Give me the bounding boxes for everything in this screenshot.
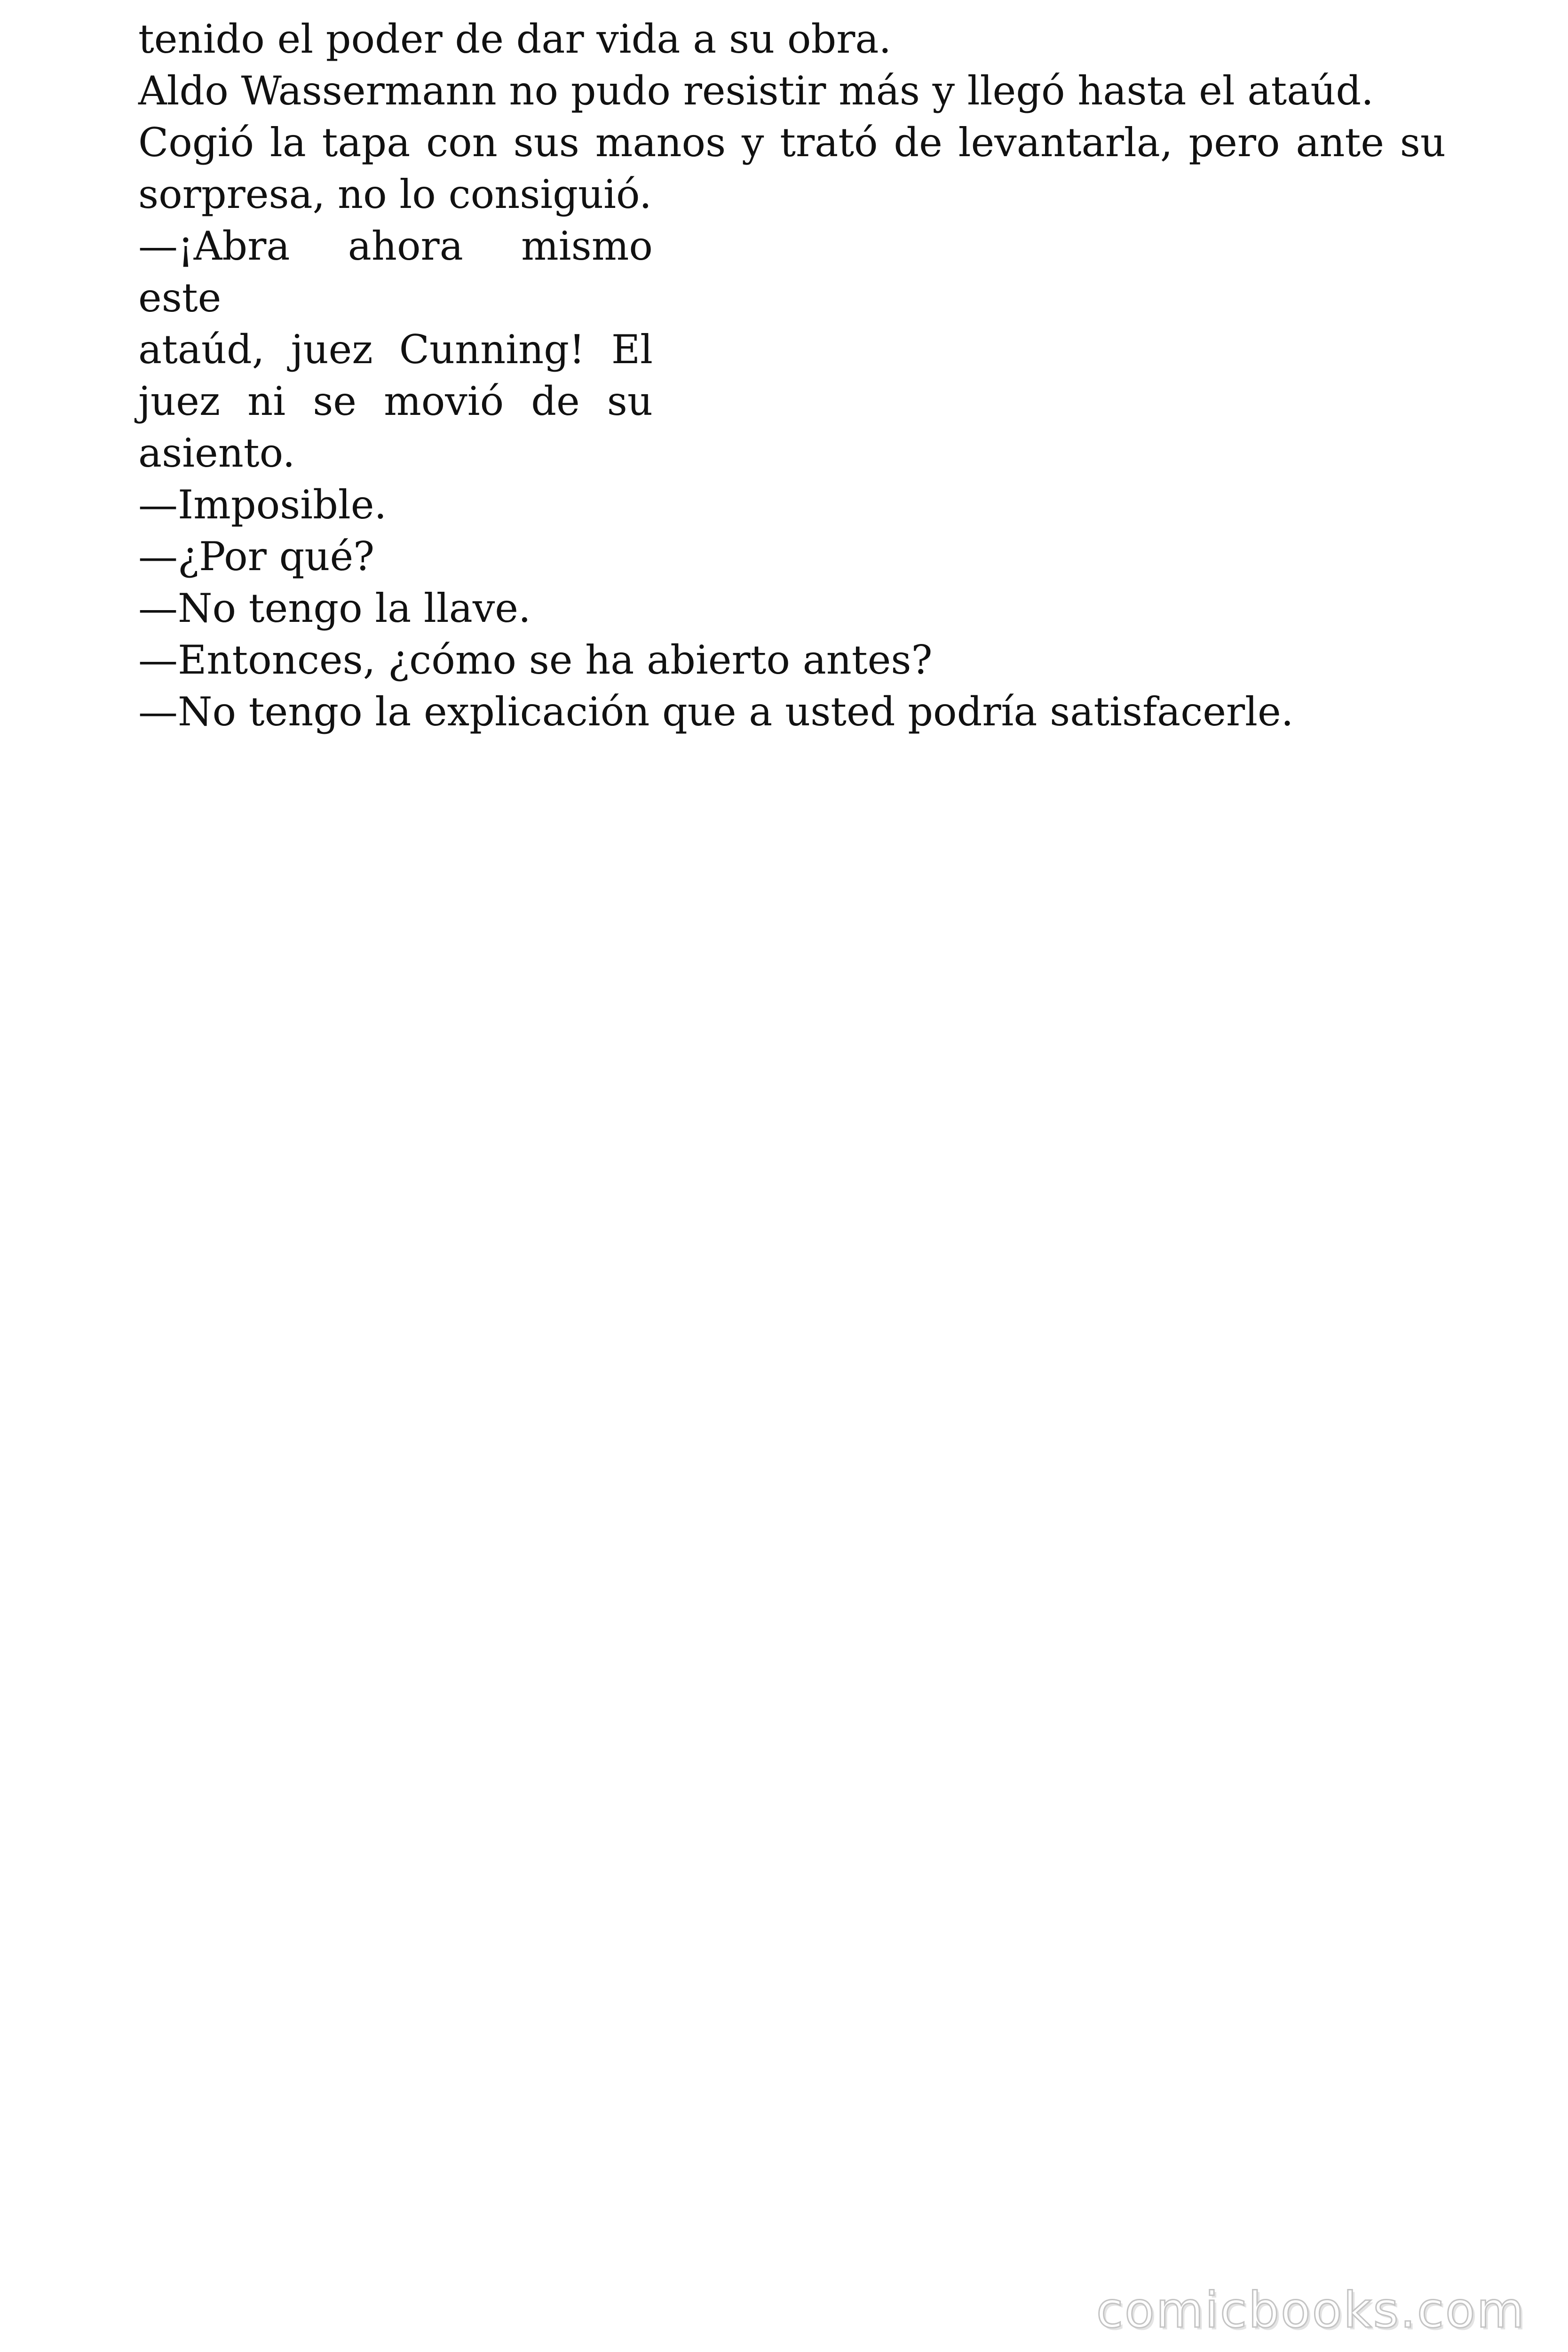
dialogue-line: —Entonces, ¿cómo se ha abierto antes? — [138, 637, 933, 683]
watermark: comicbooks.com — [1096, 2281, 1526, 2339]
text-line: —¡Abra ahora mismo este — [138, 223, 653, 321]
page-body-text — [138, 13, 1446, 738]
dialogue-line: —Imposible. — [138, 482, 387, 528]
text-line: asiento. — [138, 430, 295, 476]
dialogue-line: —¿Por qué? — [138, 533, 375, 580]
text-line: ataúd, juez Cunning! El — [138, 326, 653, 373]
text-line: tenido el poder de dar vida a su obra. — [138, 16, 892, 62]
text-line: Cogió la tapa con sus manos y trató de levantarla, pero ante su — [138, 119, 1446, 166]
text-line: sorpresa, no lo consiguió. — [138, 171, 652, 217]
dialogue-line: —No tengo la explicación que a usted podría satisfacerle. — [138, 689, 1294, 735]
text-line: juez ni se movió de su — [138, 378, 653, 424]
dialogue-line: —No tengo la llave. — [138, 585, 531, 631]
text-line: Aldo Wassermann no pudo resistir más y llegó hasta el ataúd. — [138, 68, 1374, 114]
